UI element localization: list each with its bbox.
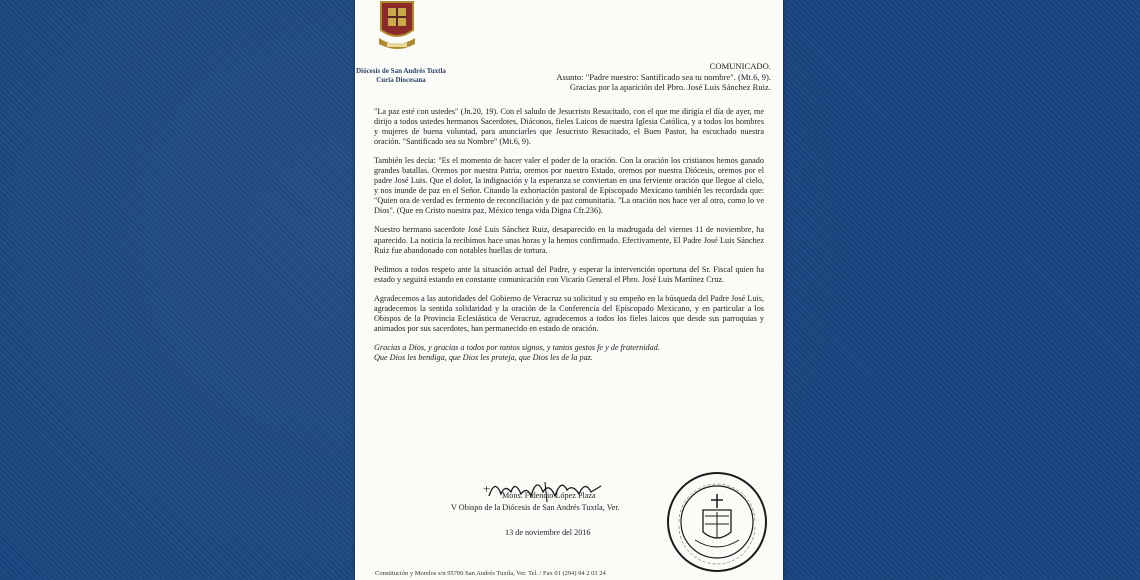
signatory-name: Mons. Fidencio López Plaza: [502, 491, 596, 500]
paragraph: "La paz esté con ustedes" (Jn.20, 19). Con el saludo de Jesucristo Resucitado, con el que me dirigía el día de ayer, me dirijo a todos ustedes hermanos Sacerdotes, Diáconos, fieles Laicos de nuestra Iglesia Católica, y a todos los hombres y mujeres de buena voluntad, para anunciarles que Jesucristo Resucitado, el Buen Pastor, ha escuchado nuestra oración. "Santificado sea su Nombre" (Mt.6, 9).: [374, 107, 764, 147]
diocese-name: [355, 67, 447, 84]
paragraph: Nuestro hermano sacerdote José Luis Sánchez Ruiz, desaparecido en la madrugada del viernes 11 de noviembre, ha aparecido. La noticia la recibimos hace unas horas y la hemos confirmado. Efectivamente, El Padre José Luis Sánchez Ruiz fue abandonado con notables huellas de tortura.: [374, 225, 764, 255]
paragraph: Agradecemos a las autoridades del Gobierno de Veracruz su solicitud y su empeño en la búsqueda del Padre José Luis, agradecemos la sentida solidaridad y la oración de la Conferencia del Episcopado Mexicano, y en particular a los Obispos de la Provincia Eclesiástica de Veracruz, agradecemos a todos los fieles laicos que desde sus parroquias y animados por sus sacerdotes, han permanecido en estado de oración.: [374, 293, 764, 333]
diocese-line-2: Curia Diocesana: [376, 75, 426, 84]
closing-line: Que Dios les bendiga, que Dios les proteja, que Dios les de la paz.: [374, 352, 593, 362]
cross-symbol: +: [483, 481, 491, 496]
letterhead-footer: Constitución y Morelos s/n 95700 San Andrés Tuxtla, Ver. Tel. / Fax 01 (294) 94 2 03 24: [375, 570, 606, 577]
communique-subject: Asunto: "Padre nuestro: Santificado sea tu nombre". (Mt.6, 9).: [556, 71, 771, 82]
diocese-crest-icon: [375, 0, 419, 54]
signatory-title: V Obispo de la Diócesis de San Andrés Tuxtla, Ver.: [451, 503, 620, 512]
communique-title: COMUNICADO.: [709, 61, 771, 71]
letter-date: 13 de noviembre del 2016: [505, 528, 591, 537]
letter-body: [374, 107, 764, 363]
communique-header: [441, 61, 771, 93]
letter-page: [355, 0, 783, 580]
closing-line: Gracias a Dios, y gracias a todos por tantos signos, y tantos gestos fe y de fraternidad.: [374, 342, 660, 352]
paragraph: Pedimos a todos respeto ante la situación actual del Padre, y esperar la intervención oportuna del Sr. Fiscal quien ha estado y seguirá estando en constante comunicación con Vicario General el Pbro. José Luis Martínez Cruz.: [374, 264, 764, 284]
diocese-line-1: Diócesis de San Andrés Tuxtla: [356, 67, 446, 75]
episcopal-seal-icon: [665, 470, 769, 574]
paragraph: También les decía: "Es el momento de hacer valer el poder de la oración. Con la oración los cristianos hemos ganado grandes batallas. Oremos por nuestra Patria, oremos por nuestro Estado, oremos por nuestra Diócesis, oremos por el padre José Luis. Que el dolor, la indignación y la esperanza se conviertan en una ferviente oración que llegue al cielo, y nos inunde de paz en el Señor. Citando la exhortación pastoral de Episcopado Mexicano también les recordada que: "Quien ora de verdad es fermento de reconciliación y de paz comunitaria. "La oración nos hace ver al otro, como lo ve Dios". (Que en Cristo nuestra paz, México tenga vida Digna Cfr.236).: [374, 156, 764, 216]
communique-thanks: Gracias por la aparición del Pbro. José Luis Sánchez Ruiz.: [569, 82, 771, 93]
